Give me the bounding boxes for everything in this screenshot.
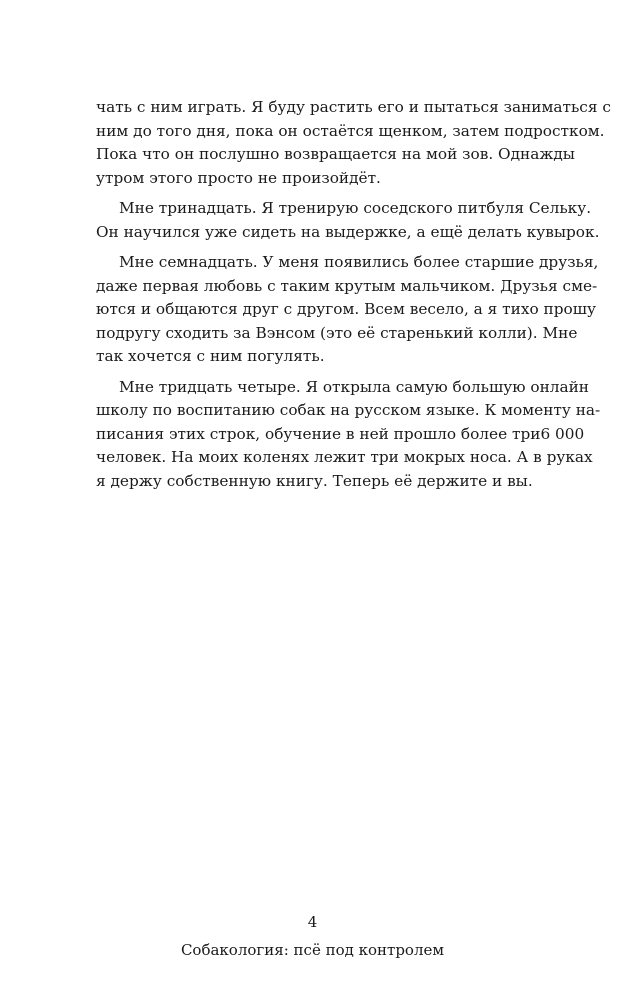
text-line: даже первая любовь с таким крутым мальчиком. Друзья сме- (96, 276, 598, 295)
paragraph-age-34 (96, 376, 601, 494)
text-line: так хочется с ним погулять. (96, 347, 325, 365)
body-text (96, 96, 611, 500)
text-line: Мне тринадцать. Я тренирую соседского питбуля Сельку. (119, 199, 592, 217)
text-line: утром этого просто не произойдёт. (96, 168, 381, 187)
paragraph-age-13 (96, 197, 600, 244)
paragraph-age-17 (96, 251, 599, 369)
text-line: ним до того дня, пока он остаётся щенком, затем подростком. (96, 121, 605, 140)
text-line: ются и общаются друг с другом. Всем весело, а я тихо прошу (96, 300, 596, 318)
text-line: Мне семнадцать. У меня появились более старшие друзья, (119, 253, 599, 271)
text-line: подругу сходить за Вэнсом (это её старенький колли). Мне (96, 323, 578, 342)
text-line: Он научился уже сидеть на выдержке, а ещё делать кувырок. (96, 222, 600, 241)
page-number: 4 (307, 913, 318, 931)
book-title-footer: Собакология: псё под контролем (180, 941, 445, 959)
text-line: чать с ним играть. Я буду растить его и пытаться заниматься с (96, 98, 611, 116)
paragraph-intro (96, 96, 611, 190)
text-line: Пока что он послушно возвращается на мой зов. Однажды (96, 145, 575, 163)
text-line: Мне тридцать четыре. Я открыла самую большую онлайн (119, 377, 590, 396)
text-line: человек. На моих коленях лежит три мокрых носа. А в руках (96, 448, 593, 466)
text-line: школу по воспитанию собак на русском языке. К моменту на- (96, 401, 601, 419)
text-line: писания этих строк, обучение в ней прошло более три6 000 (96, 424, 585, 443)
text-line: я держу собственную книгу. Теперь её держите и вы. (96, 471, 533, 490)
